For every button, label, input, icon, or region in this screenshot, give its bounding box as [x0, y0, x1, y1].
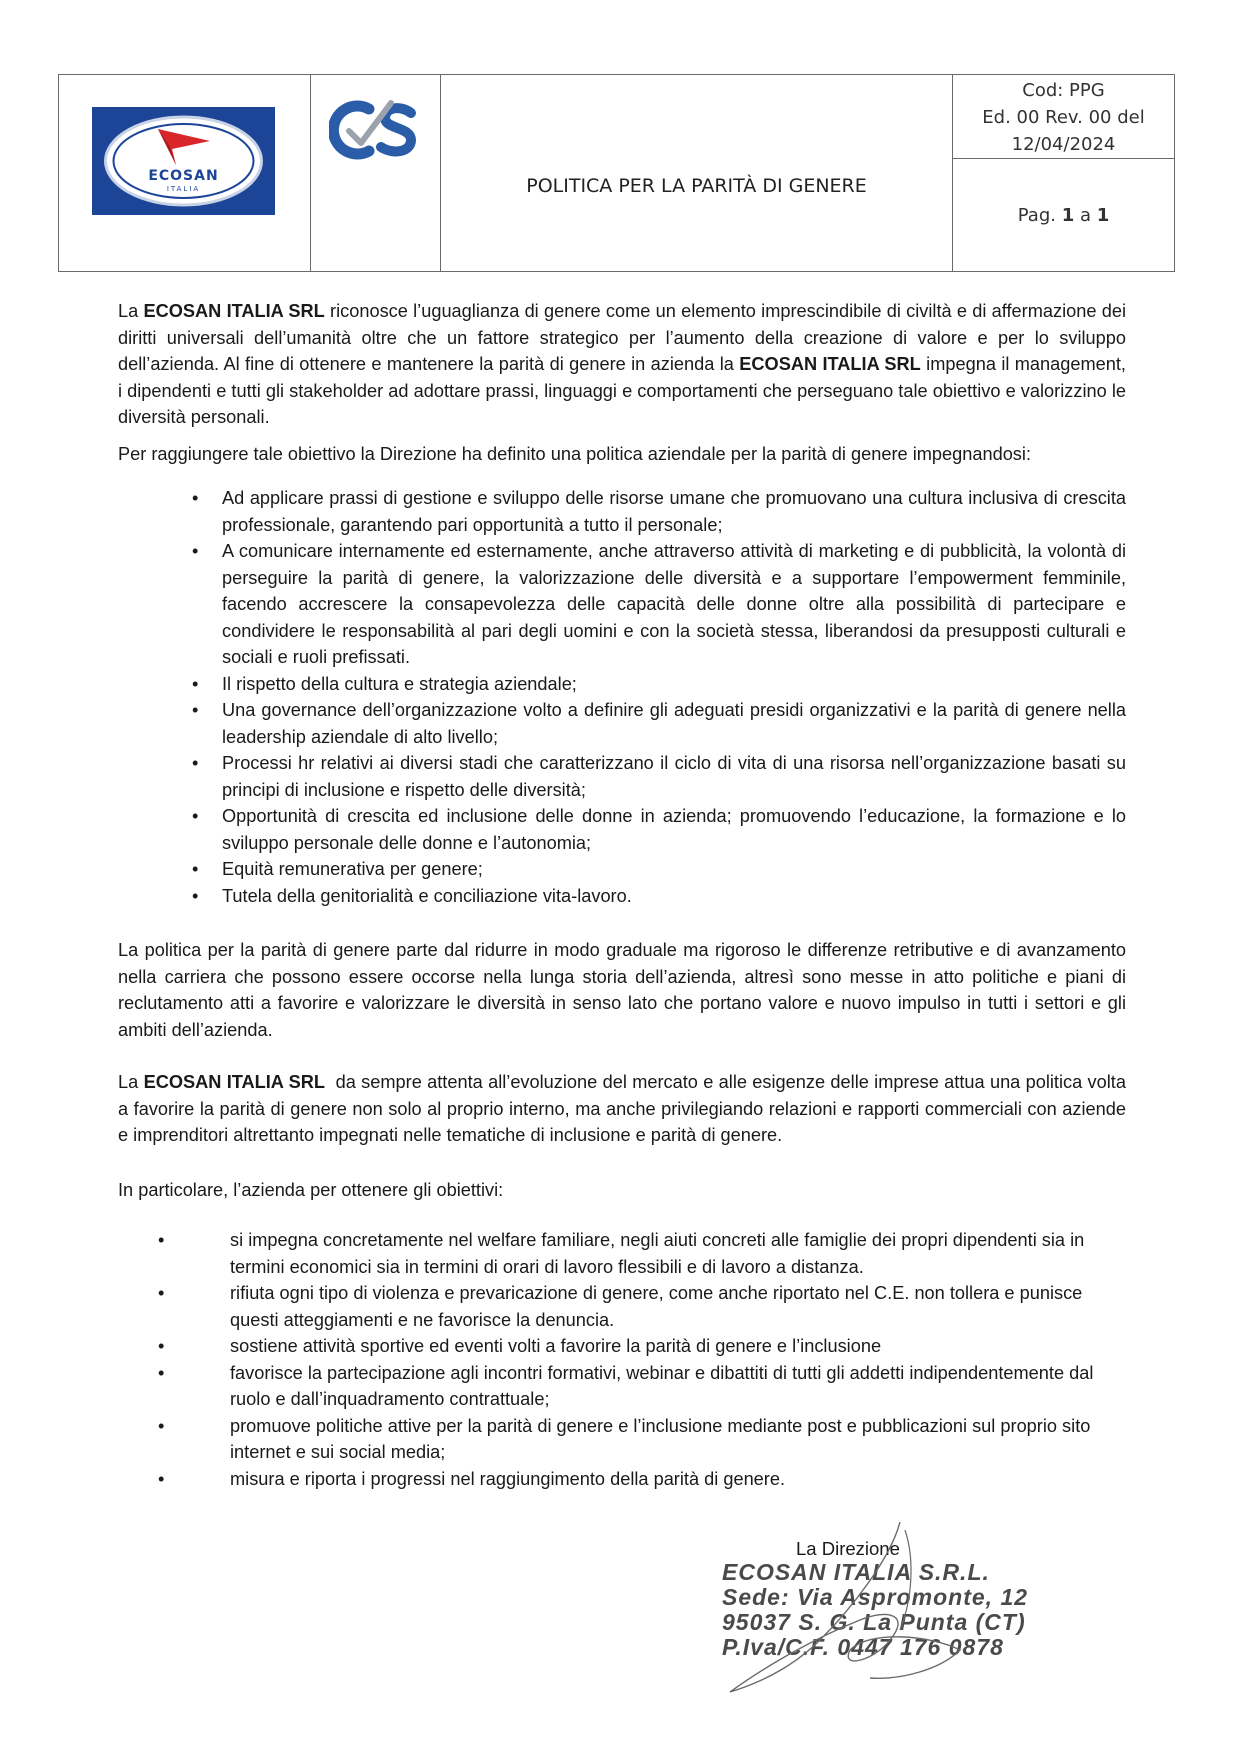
date-line: 12/04/2024 [1011, 134, 1116, 155]
cs-certification-logo [329, 99, 417, 161]
document-body [118, 298, 1132, 1492]
code-line: Cod: PPG [1022, 80, 1105, 101]
document-meta-cell [953, 75, 1174, 271]
commitment-item: • Processi hr relativi ai diversi stadi che caratterizzano il ciclo di vita di una risorsa nell’organizzazione basati su principi di inclusione e rispetto delle diversità; [118, 750, 1126, 803]
objectives-intro: In particolare, l’azienda per ottenere gli obiettivi: [118, 1179, 504, 1200]
company-name: ECOSAN ITALIA SRL [143, 301, 325, 321]
svg-text:ITALIA: ITALIA [166, 185, 201, 193]
objective-item: • promuove politiche attive per la parità di genere e l’inclusione mediante post e pubblicazioni sul proprio sito internet e sui social media; [118, 1413, 1126, 1466]
title-cell [441, 75, 953, 271]
objective-item: • favorisce la partecipazione agli incontri formativi, webinar e dibattiti di tutti gli addetti indipendentemente dal ruolo e dall’inquadramento contrattuale; [118, 1360, 1126, 1413]
page-number: Pag. 1 a 1 [1017, 204, 1110, 226]
handwritten-signature [700, 1520, 1030, 1700]
objective-item: • si impegna concretamente nel welfare familiare, negli aiuti concreti alle famiglie dei propri dipendenti sia in termini economici sia in termini di orari di lavoro flessibili e di lavoro a distanza. [118, 1227, 1126, 1280]
policy-paragraph: La politica per la parità di genere parte dal ridurre in modo graduale ma rigoroso le differenze retributive e di avanzamento nella carriera che possono essere occorse nella lunga storia dell’azienda, altresì sono messe in atto politiche e piani di reclutamento atti a favorire e valorizzare le diversità in senso lato che portano valore e nuovo impulso in tutti i settori e gli ambiti dell’azienda. [118, 940, 1126, 1040]
objective-item: • rifiuta ogni tipo di violenza e prevaricazione di genere, come anche riportato nel C.E. non tollera e punisce questi atteggiamenti e ne favorisce la denuncia. [118, 1280, 1126, 1333]
document-title: POLITICA PER LA PARITÀ DI GENERE [526, 175, 867, 197]
commitment-item: • A comunicare internamente ed esternamente, anche attraverso attività di marketing e di pubblicità, la volontà di perseguire la parità di genere, la valorizzazione delle diversità e a supportare l’empowerment femminile, facendo accrescere la consapevolezza delle capacità delle donne oltre alla possibilità di partecipare e condividere le responsabilità al pari degli uomini e con la società stessa, liberandosi da presupposti culturali e sociali e ruoli prefissati. [118, 538, 1126, 671]
commitment-item: • Tutela della genitorialità e conciliazione vita-lavoro. [118, 883, 1126, 910]
commitment-item: • Equità remunerativa per genere; [118, 856, 1126, 883]
company-logo-cell [59, 75, 311, 271]
certification-logo-cell [311, 75, 441, 271]
edition-line: Ed. 00 Rev. 00 del [982, 107, 1145, 128]
commitment-item: • Ad applicare prassi di gestione e sviluppo delle risorse umane che promuovano una cultura inclusiva di crescita professionale, garantendo pari opportunità a tutto il personale; [118, 485, 1126, 538]
document-code [953, 75, 1174, 159]
svg-text:ECOSAN: ECOSAN [148, 168, 219, 184]
signature-label: La Direzione [796, 1538, 900, 1559]
company-name: ECOSAN ITALIA SRL [739, 354, 921, 374]
commitment-intro: Per raggiungere tale obiettivo la Direzione ha definito una politica aziendale per la parità di genere impegnandosi: [118, 443, 1031, 464]
objective-item: • sostiene attività sportive ed eventi volti a favorire la parità di genere e l’inclusione [118, 1333, 1126, 1360]
objective-item: • misura e riporta i progressi nel raggiungimento della parità di genere. [118, 1466, 1126, 1493]
commitment-item: • Il rispetto della cultura e strategia aziendale; [118, 671, 1126, 698]
company-stamp: ECOSAN ITALIA S.R.L. Sede: Via Aspromonte, 12 95037 S. G. La Punta (CT) P.Iva/C.F. 0447 176 0878 [722, 1559, 1029, 1660]
intro-paragraph: La ECOSAN ITALIA SRL riconosce l’uguaglianza di genere come un elemento imprescindibile di civiltà e di affermazione dei diritti universali dell’umanità oltre che un fattore strategico per l’aumento della creazione di valore e per lo sviluppo dell’azienda. Al fine di ottenere e mantenere la parità di genere in azienda la ECOSAN ITALIA SRL impegna il management, i dipendenti e tutti gli stakeholder ad adottare prassi, linguaggi e comportamenti che perseguano tale obiettivo e valorizzino le diversità personali. [118, 301, 1126, 427]
commitment-item: • Una governance dell’organizzazione volto a definire gli adeguati presidi organizzativi e la parità di genere nella leadership aziendale di alto livello; [118, 697, 1126, 750]
commitments-list [118, 485, 1126, 909]
commitment-item: • Opportunità di crescita ed inclusione delle donne in azienda; promuovendo l’educazione, la formazione e lo sviluppo personale delle donne e l’autonomia; [118, 803, 1126, 856]
document-header [58, 74, 1175, 272]
market-paragraph: La ECOSAN ITALIA SRL da sempre attenta all’evoluzione del mercato e alle esigenze delle imprese attua una politica volta a favorire la parità di genere non solo al proprio interno, ma anche privilegiando relazioni e rapporti commerciali con aziende e imprenditori altrettanto impegnati nelle tematiche di inclusione e parità di genere. [118, 1072, 1132, 1145]
ecosan-logo [92, 107, 275, 215]
objectives-list [118, 1227, 1126, 1492]
company-name: ECOSAN ITALIA SRL [143, 1072, 325, 1092]
